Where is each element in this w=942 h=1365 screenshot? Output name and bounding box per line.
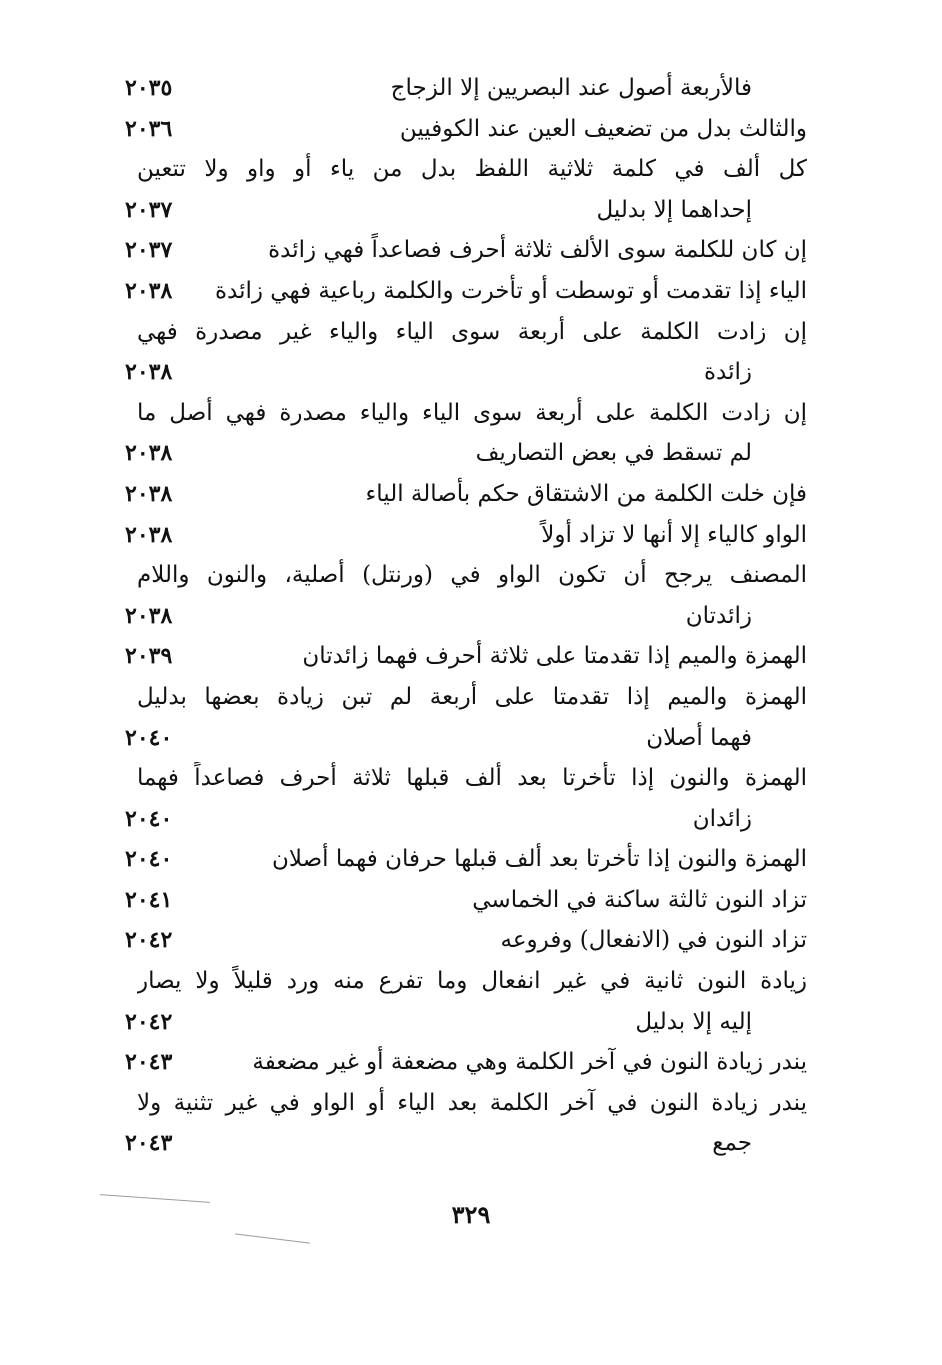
entry-text: فإن خلت الكلمة من الاشتقاق حكم بأصالة الياء [365,480,807,507]
index-entry-line [0,636,942,677]
entry-text: الهمزة والميم إذا تقدمتا على ثلاثة أحرف فهما زائدتان [302,643,807,670]
entry-text: كل ألف في كلمة ثلاثية اللفظ بدل من ياء أو واو ولا تتعين [137,156,807,183]
entry-page-number: ٢٠٤٢ [125,1008,173,1035]
index-entry-line [0,312,942,353]
entry-page-number: ٢٠٣٨ [125,277,173,304]
entry-text: الهمزة والنون إذا تأخرتا بعد ألف قبلها ثلاثة أحرف فصاعداً فهما [137,765,807,792]
index-entry-line [0,961,942,1002]
index-entry-line [0,1083,942,1124]
entry-page-number: ٢٠٣٨ [125,602,173,629]
entry-text: زيادة النون ثانية في غير انفعال وما تفرع منه ورد قليلاً ولا يصار [137,968,807,995]
index-entry-line [0,799,942,840]
entry-page-number: ٢٠٣٨ [125,440,173,467]
entry-text: تزاد النون ثالثة ساكنة في الخماسي [472,886,807,913]
index-entry-line [0,352,942,393]
index-entry-line [0,393,942,434]
entry-text: المصنف يرجح أن تكون الواو في (ورنتل) أصلية، والنون واللام [137,562,807,589]
page-number: ٣٢٩ [451,1200,491,1229]
entry-text: إحداهما إلا بدليل [596,196,752,223]
index-entry-line [0,149,942,190]
entry-text: إن كان للكلمة سوى الألف ثلاثة أحرف فصاعداً فهي زائدة [268,237,807,264]
entry-text: والثالث بدل من تضعيف العين عند الكوفيين [399,115,807,142]
index-entry-line [0,677,942,718]
entry-page-number: ٢٠٤٠ [125,846,173,873]
index-entry-line [0,190,942,231]
entry-page-number: ٢٠٤٣ [125,1049,173,1076]
entry-text: زائدتان [685,602,752,629]
index-entry-line [0,230,942,271]
entry-text: لم تسقط في بعض التصاريف [475,440,752,467]
entry-text: إن زادت الكلمة على أربعة سوى الياء والياء غير مصدرة فهي [137,318,807,345]
entry-text: الواو كالياء إلا أنها لا تزاد أولاً [541,521,807,548]
entry-text: زائدان [692,805,752,832]
index-entry-line [0,920,942,961]
entry-text: تزاد النون في (الانفعال) وفروعه [500,927,807,954]
index-entry-line [0,515,942,556]
index-list [0,68,942,1164]
index-entry-line [0,68,942,109]
index-entry-line [0,271,942,312]
entry-text: إن زادت الكلمة على أربعة سوى الياء والياء مصدرة فهي أصل ما [137,399,807,426]
index-entry-line [0,839,942,880]
entry-page-number: ٢٠٤٣ [125,1130,173,1157]
entry-text: الهمزة والميم إذا تقدمتا على أربعة لم تبن زيادة بعضها بدليل [137,683,807,710]
entry-page-number: ٢٠٤٢ [125,927,173,954]
entry-text: فالأربعة أصول عند البصريين إلا الزجاج [390,75,752,101]
entry-page-number: ٢٠٤٠ [125,805,173,832]
index-entry-line [0,718,942,759]
entry-text: يندر زيادة النون في آخر الكلمة بعد الياء أو الواو في غير تثنية ولا [137,1089,807,1116]
entry-page-number: ٢٠٣٨ [125,521,173,548]
entry-text: الياء إذا تقدمت أو توسطت أو تأخرت والكلمة رباعية فهي زائدة [214,277,807,304]
index-entry-line [0,596,942,637]
index-entry-line [0,109,942,150]
entry-text: إليه إلا بدليل [635,1008,752,1035]
entry-page-number: ٢٠٣٧ [125,196,173,223]
entry-page-number: ٢٠٣٩ [125,643,173,670]
index-entry-line [0,555,942,596]
index-entry-line [0,1042,942,1083]
scan-mark [235,1233,310,1243]
index-entry-line [0,758,942,799]
entry-text: الهمزة والنون إذا تأخرتا بعد ألف قبلها حرفان فهما أصلان [272,846,807,873]
entry-page-number: ٢٠٣٧ [125,237,173,264]
entry-page-number: ٢٠٣٥ [125,75,173,101]
index-entry-line [0,474,942,515]
entry-page-number: ٢٠٤٠ [125,724,173,751]
entry-text: زائدة [703,359,752,386]
entry-text: فهما أصلان [646,724,752,751]
index-entry-line [0,1002,942,1043]
entry-text: جمع [712,1130,752,1157]
index-entry-line [0,1123,942,1164]
entry-page-number: ٢٠٣٨ [125,480,173,507]
entry-text: يندر زيادة النون في آخر الكلمة وهي مضعفة أو غير مضعفة [252,1049,807,1076]
index-entry-line [0,880,942,921]
index-entry-line [0,433,942,474]
entry-page-number: ٢٠٣٨ [125,359,173,386]
entry-page-number: ٢٠٣٦ [125,115,173,142]
entry-page-number: ٢٠٤١ [125,886,173,913]
